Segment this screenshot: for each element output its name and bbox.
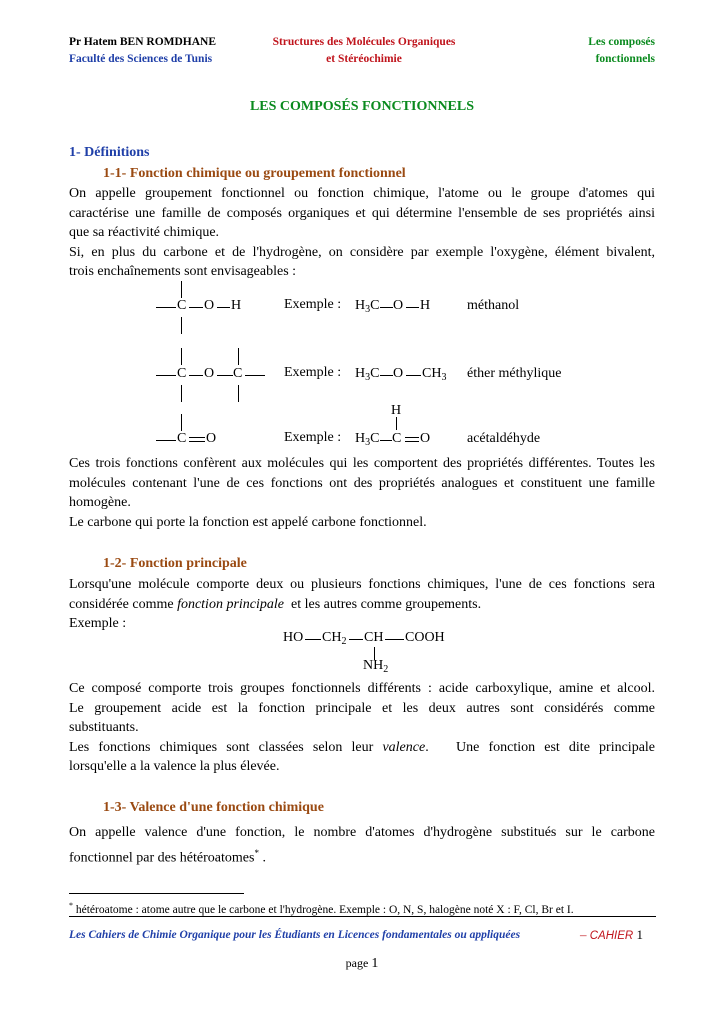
acetaldehyde-name: acétaldéhyde xyxy=(467,431,541,446)
paragraph-principal: Lorsqu'une molécule comporte deux ou plusieurs fonctions chimiques, l'une de ces fonctions sera considérée comme fonction principale et les autres comme groupements. Exemple : xyxy=(69,577,655,631)
header-chapter-line1: Les composés xyxy=(588,36,655,48)
footer-series-title: Les Cahiers de Chimie Organique pour les Étudiants en Licences fondamentales ou appliquées xyxy=(69,929,521,941)
example-label-aldehyde: Exemple : xyxy=(284,430,342,445)
paragraph-groups: Ce composé comporte trois groupes fonctionnels différents : acide carboxylique, amine et alcool. Le groupement acide est la fonction principale et les deux autres sont considérés comme substituants. Les fonctions chimiques sont classées selon leur valence. Une fonction est dite principale lorsqu'elle a la valence la plus élevée. xyxy=(69,681,656,774)
header-course-line2: et Stéréochimie xyxy=(326,53,402,65)
methanol-name: méthanol xyxy=(467,298,520,313)
header-faculty: Faculté des Sciences de Tunis xyxy=(69,53,213,65)
example-label-ether: Exemple : xyxy=(284,365,342,380)
ether-name: éther méthylique xyxy=(467,366,562,381)
paragraph-valence: On appelle valence d'une fonction, le nombre d'atomes d'hydrogène substitués sur le carbone fonctionnel par des hétéroatomes* . xyxy=(69,825,655,866)
footnote-separator xyxy=(69,893,244,894)
subsection-heading-1-1: 1-1- Fonction chimique ou groupement fonctionnel xyxy=(103,166,406,181)
footer-cahier: – CAHIER 1 xyxy=(580,927,643,942)
page-number: page 1 xyxy=(345,956,379,971)
header-course-line1: Structures des Molécules Organiques xyxy=(272,36,456,48)
footnote: * hétéroatome : atome autre que le carbone et l'hydrogène. Exemple : O, N, S, halogène noté X : F, Cl, Br et I. xyxy=(69,901,574,916)
subsection-heading-1-2: 1-2- Fonction principale xyxy=(103,556,247,571)
example-label-alcohol: Exemple : xyxy=(284,297,342,312)
paragraph-properties: Ces trois fonctions confèrent aux molécules qui les comportent des propriétés différentes. Toutes les molécules contenant l'une de ces fonctions ont des propriétés analogues et constituent une famille homogène. Le carbone qui porte la fonction est appelé carbone fonctionnel. xyxy=(69,456,655,530)
header-author: Pr Hatem BEN ROMDHANE xyxy=(69,36,217,48)
section-heading: 1- Définitions xyxy=(69,145,150,160)
page-title: LES COMPOSÉS FONCTIONNELS xyxy=(249,99,475,114)
paragraph-definition: On appelle groupement fonctionnel ou fonction chimique, l'atome ou le groupe d'atomes qui caractérise une famille de composés organiques et qui détermine l'ensemble de ses propriétés ainsi que sa réactivité chimique. Si, en plus du carbone et de l'hydrogène, on considère par exemple l'oxygène, élément bivalent, trois enchaînements sont envisageables : xyxy=(69,186,655,279)
subsection-heading-1-3: 1-3- Valence d'une fonction chimique xyxy=(103,800,324,815)
header-chapter-line2: fonctionnels xyxy=(595,53,655,65)
footer-rule xyxy=(69,916,656,917)
